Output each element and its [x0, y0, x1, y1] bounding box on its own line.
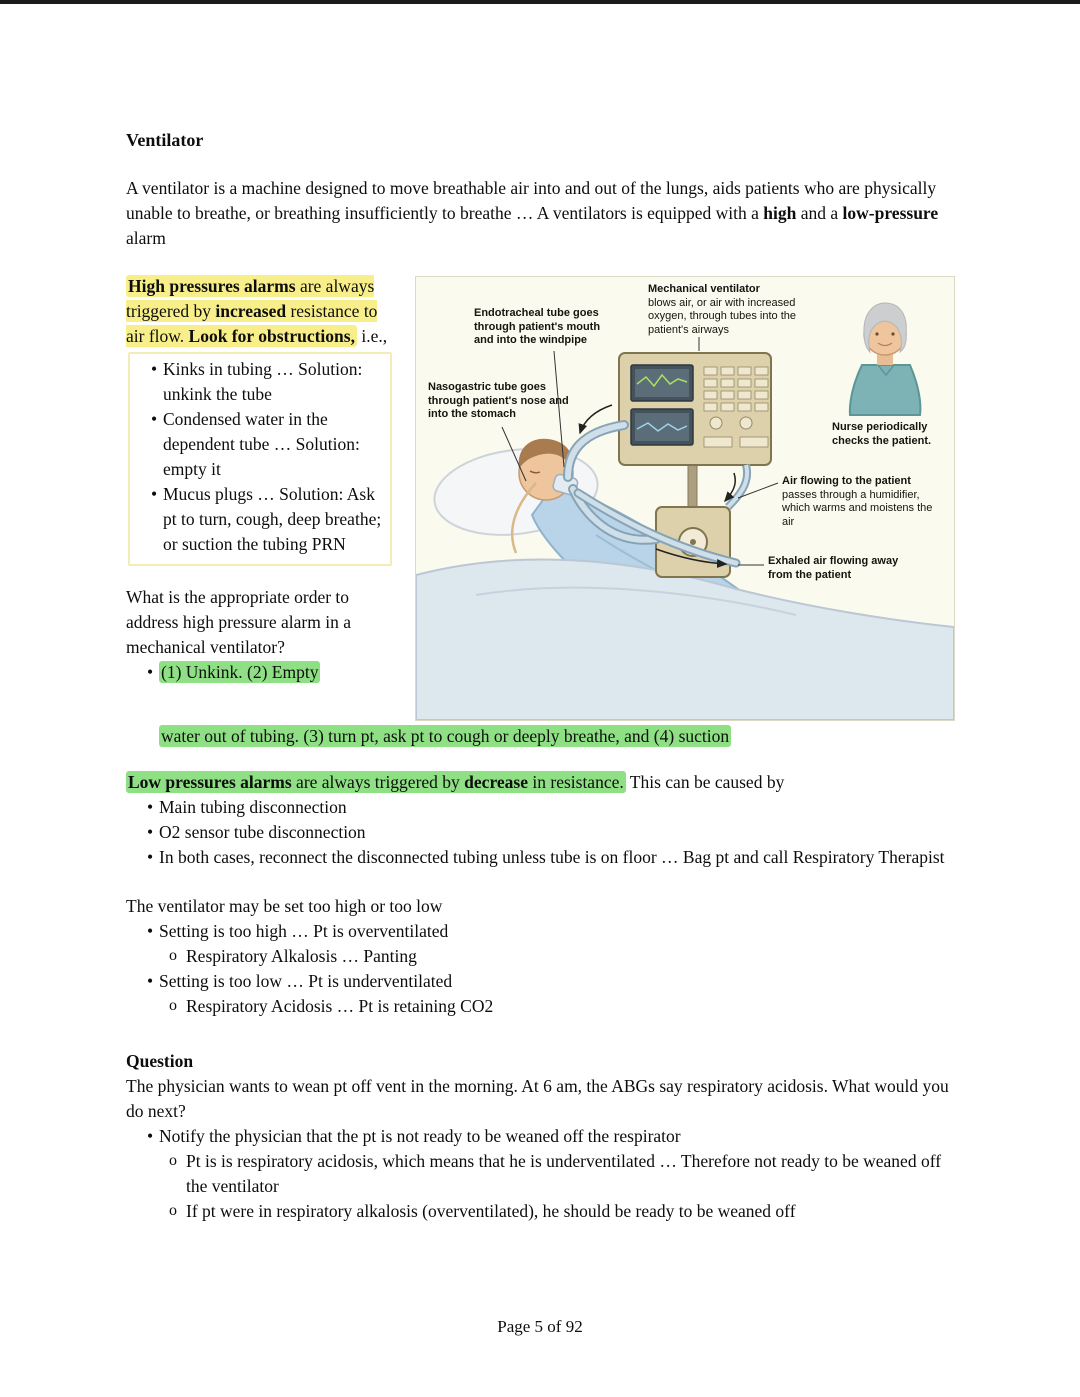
low-pressure-section: [126, 770, 955, 870]
green-highlight: water out of tubing. (3) turn pt, ask pt to cough or deeply breathe, and (4) suction: [161, 726, 730, 746]
label-nurse: Nurse periodically checks the patient.: [832, 421, 932, 447]
high-pressure-paragraph: High pressures alarms are always triggered by increased resistance to air flow. Look for obstructions, i.e.,: [126, 276, 388, 346]
settings-intro: The ventilator may be set too high or too low: [126, 896, 443, 916]
list-item: • Notify the physician that the pt is not ready to be weaned off the respirator: [126, 1124, 955, 1149]
green-highlight: Low pressures alarms are always triggered by decrease in resistance.: [128, 772, 624, 792]
high-pressure-section: [126, 274, 955, 724]
list-item: • Main tubing disconnection: [126, 795, 955, 820]
low-pressure-paragraph: Low pressures alarms are always triggered by decrease in resistance. This can be caused by: [128, 772, 785, 792]
order-answer-start: [126, 660, 396, 685]
high-pressure-column: [126, 274, 396, 685]
sub-list-item: o Respiratory Acidosis … Pt is retaining CO2: [126, 994, 955, 1019]
list-item: • Condensed water in the dependent tube … Solution: empty it: [130, 407, 386, 482]
obstruction-list-box: [128, 352, 392, 566]
list-item: • O2 sensor tube disconnection: [126, 820, 955, 845]
intro-bold-low-pressure: low-pressure: [842, 203, 939, 223]
intro-text: and a: [796, 203, 843, 223]
order-question: What is the appropriate order to address high pressure alarm in a mechanical ventilator?: [126, 587, 351, 657]
page-title: Ventilator: [126, 130, 204, 150]
intro-text: alarm: [126, 228, 166, 248]
ventilator-figure: [415, 276, 955, 721]
question-section: [126, 1049, 955, 1224]
label-nasogastric-tube: Nasogastric tube goes through patient's nose and into the stomach: [428, 381, 569, 420]
label-endotracheal-tube: Endotracheal tube goes through patient's mouth and into the windpipe: [474, 307, 601, 346]
sub-list-item: o Respiratory Alkalosis … Panting: [126, 944, 955, 969]
label-mechanical-ventilator: Mechanical ventilator blows air, or air with increased oxygen, through tubes into the patient's airways: [648, 283, 796, 336]
yellow-highlight: High pressures alarms are always triggered by increased resistance to air flow. Look for obstructions,: [126, 276, 378, 346]
intro-bold-high: high: [763, 203, 797, 223]
page-number: Page 5 of 92: [497, 1317, 583, 1336]
list-item: • Mucus plugs … Solution: Ask pt to turn, cough, deep breathe; or suction the tubing PRN: [130, 482, 386, 557]
question-heading: Question: [126, 1051, 194, 1071]
list-item: • Setting is too low … Pt is underventilated: [126, 969, 955, 994]
intro-paragraph: [126, 176, 955, 251]
list-item: • Setting is too high … Pt is overventilated: [126, 919, 955, 944]
label-exhaled-air: Exhaled air flowing away from the patient: [768, 555, 899, 581]
order-answer-continuation: [126, 724, 955, 749]
green-highlight: (1) Unkink. (2) Empty: [161, 662, 319, 682]
sub-list-item: o If pt were in respiratory alkalosis (overventilated), he should be ready to be weaned off: [126, 1199, 955, 1224]
list-item: • In both cases, reconnect the disconnected tubing unless tube is on floor … Bag pt and call Respiratory Therapist: [126, 845, 955, 870]
settings-section: [126, 894, 955, 1019]
sub-list-item: o Pt is is respiratory acidosis, which means that he is underventilated … Therefore not ready to be weaned off the ventilator: [126, 1149, 955, 1199]
intro-text: A ventilator is a machine designed to move breathable air into and out of the lungs, aids patients who are physically unable to breathe, or breathing insufficiently to breathe … A ventilators is equipped with a: [126, 178, 937, 223]
label-air-flowing: Air flowing to the patient passes through a humidifier, which warms and moistens the air: [782, 475, 933, 528]
list-item: • Kinks in tubing … Solution: unkink the tube: [130, 357, 386, 407]
question-text: The physician wants to wean pt off vent in the morning. At 6 am, the ABGs say respiratory acidosis. What would you do next?: [126, 1076, 949, 1121]
window-top-edge: [0, 0, 1080, 4]
